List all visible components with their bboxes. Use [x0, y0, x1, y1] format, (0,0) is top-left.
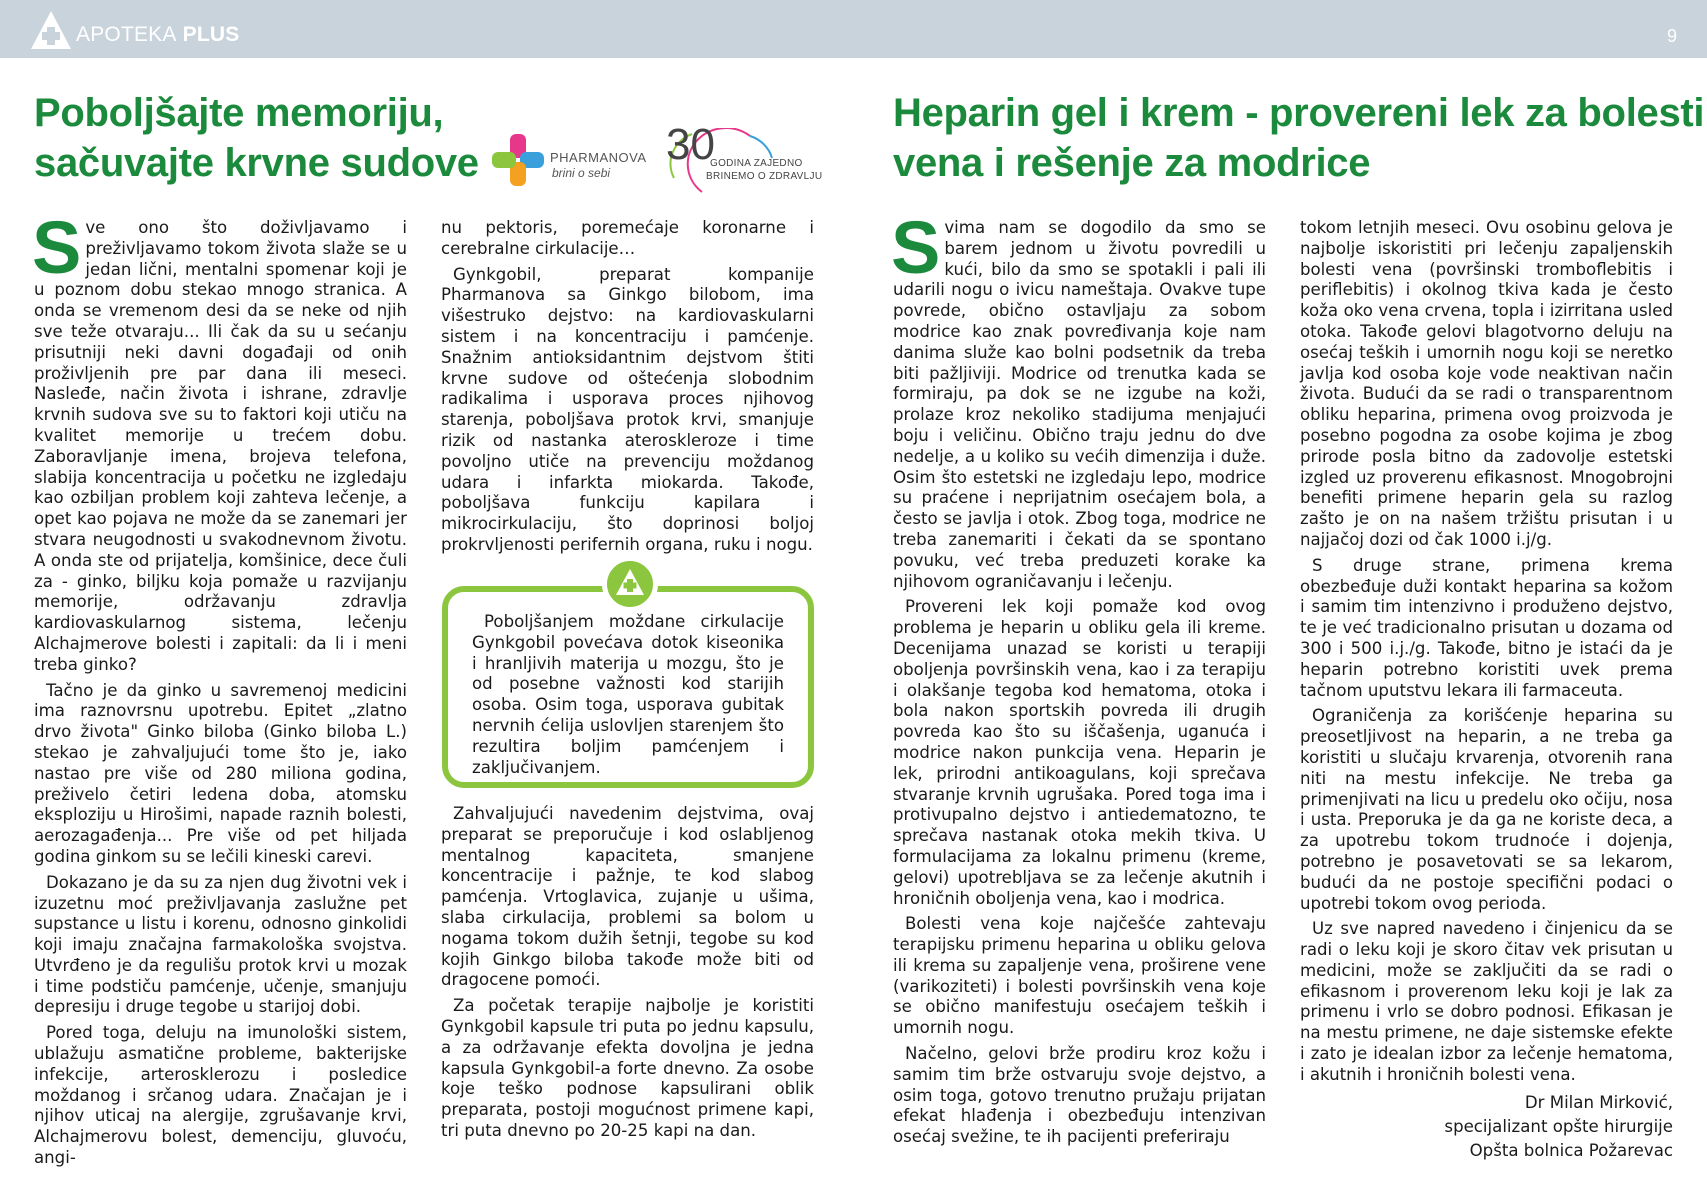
left-article-title: [34, 88, 479, 188]
left-article-column-2: [441, 218, 814, 561]
paragraph-text: vima nam se dogodilo da smo se barem jednom u životu povredili u kući, bilo da smo se spotakli i pali ili udarili nogu o ivicu nameštaja. Ovakve tupe povrede, obično ostavljaju za sobom modrice kao znak povređivanja koje nam danima služe kao bolni podsetnik da treba biti pažljiviji. Modrice od trenutka kada se formiraju, pa dok se ne izgube na koži, prolaze kroz nekoliko stadijuma menjajući boju i veličinu. Obično traju jednu do dve nedelje, a u koliko su većih dimenzija i duže. Osim što estetski ne izgledaju lepo, modrice su praćene i neprijatnim osećajem bola, a često se javlja i otok. Zbog toga, modrice ne treba zanemariti i čekati da se spontano povuku, već treba preduzeti korake ka njihovom ograničavanju i lečenju.: [893, 218, 1266, 591]
anniversary-line-2: BRINEMO O ZDRAVLJU: [706, 171, 823, 182]
header-bar: [0, 0, 1707, 58]
brand-name-regular: APOTEKA: [76, 23, 177, 46]
paragraph: [32, 206, 407, 676]
paragraph: Za početak terapije najbolje je koristiti Gynkgobil kapsule tri puta po jednu kapsulu, a za održavanje efekta dovoljna je jedna kapsula Gynkgobil-a forte dnevno. Za osobe koje teško podnose kapsulirani oblik preparata, postoji mogućnost primene kapi, tri puta dnevno po 20-25 kapi na dan.: [441, 996, 814, 1140]
paragraph: [891, 206, 1266, 592]
left-title-line-2: sačuvajte krvne sudove: [34, 141, 479, 185]
paragraph: Pored toga, deluju na imunološki sistem, ublažuju asmatične probleme, bakterijske infekcije, arterosklerozu i posledice moždanog i srčanog udara. Značajan je i njihov uticaj na alergije, zgrušavanje krvi, Alchajmerovu bolest, demenciju, gluvoću, angi-: [34, 1023, 407, 1168]
paragraph: Ograničenja za korišćenje heparina su preosetljivost na heparin, a ne treba ga koristiti u slučaju krvarenja, otvorenih rana niti na mestu infekcije. Ne treba ga primenjivati na licu u predelu oko očiju, nosa i usta. Preporuka je da ga ne koriste deca, a za upotrebu tokom trudnoće i dojenja, potrebno je posavetovati se sa lekarom, budući da ne postoje specifični podaci o upotrebi tokom ovog perioda.: [1300, 706, 1673, 913]
paragraph: tokom letnjih meseci. Ovu osobinu gelova je najbolje iskoristiti pri lečenju zapaljenskih bolesti vena (površinski tromboflebitis i periflebitis) i okolnog tkiva kada je često koža oko vena crvena, topla i izirritana usled otoka. Takođe gelovi blagotvorno deluju na osećaj teških i umornih nogu koji se neretko javlja kod osoba koje vode neaktivan način života. Budući da se radi o transparentnom obliku heparina, primena ovog proizvoda je posebno pogodna za osobe kojima je zbog prirode posla bitno da zadovolje estetski izgled uz proverenu efikasnost. Mnogobrojni benefiti primene heparin gela su razlog zašto je on na našem tržištu prisutan i u najjačoj dozi od čak 1000 i.j/g.: [1300, 218, 1673, 549]
pharmanova-cross-icon: [490, 132, 546, 188]
anniversary-number: 30: [666, 120, 715, 169]
left-article-column-1: [32, 206, 407, 1174]
brand-logo-group: [30, 10, 239, 50]
right-article-column-1: [891, 206, 1266, 1153]
dropcap: S: [891, 206, 941, 289]
paragraph: Provereni lek koji pomaže kod ovog problema je heparin u obliku gela ili kreme. Decenijama unazad se koristi u terapiji oboljenja površinskih vena, kao i za terapiju i olakšanje tegoba kod hematoma, otoka i bola nakon sportskih povreda ili drugih povreda kao što su iščašenja, uganuća i modrice nakon punkcija vena. Heparin je lek, prirodni antikoagulans, koji sprečava stvaranje krvnih ugrušaka. Pored toga ima i protivupalno dejstvo i antiedematozno, te sprečava nastanak otoka mekih tkiva. U formulacijama za lokalnu primenu (kreme, gelovi) upotrebljava se za lečenje akutnih i hroničnih oboljenja vena, kao i modrica.: [893, 597, 1266, 908]
paragraph: Gynkgobil, preparat kompanije Pharmanova sa Ginkgo bilobom, ima višestruko dejstvo: na kardiovaskularni sistem i na koncentraciju i pamćenje. Snažnim antioksidantnim dejstvom štiti krvne sudove od oštećenja slobodnim radikalima i usporava proces njihovog starenja, poboljšava protok krvi, smanjuje rizik od nastanka ateroskleroze i time povoljno utiče na prevenciju moždanog udara i infarkta miokarda. Takođe, poboljšava funkciju kapilara i mikrocirkulaciju, što doprinosi boljoj prokrvljenosti perifernih organa, ruku i nogu.: [441, 264, 814, 554]
paragraph: Dokazano je da su za njen dug životni vek i izuzetnu moć preživljavanja zaslužne pet supstance u listu i korenu, odnosno ginkolidi koji imaju značajna farmakološka svojstva. Utvrđeno je da regulišu protok krvi u mozak i time podstiču pamćenje, učenje, smanjuju depresiju i druge tegobe u starijoj dobi.: [34, 872, 407, 1017]
paragraph-text: ve ono što doživljavamo i preživljavamo tokom života slaže se u jedan lični, mentalni spomenar koji je u poznom dobu stekao mnogo stranica. A onda se vremenom desi da se neke od njih sve teže otvaraju... Ili čak da su u sećanju prisutniji neki davni događaji od onih proživljenih pre par dana ili meseci. Nasleđe, način života i ishrane, zdravlje krvnih sudova sve su to faktori koji utiču na kvalitet memorije u trećem dobu. Zaboravljanje imena, brojeva telefona, slabija koncentracija u početku ne izgledaju kao ozbiljan problem koji zahteva lečenje, a opet kao pojava ne može da se zanemari jer stvara neugodnosti u svakodnevnom životu. A onda ste od prijatelja, komšinice, dece čuli za - ginko, biljku koja pomaže u razvijanju memorije, održavanju zdravlja kardiovaskularnog sistema, lečenju Alchajmerove bolesti i zapitali: da li i meni treba ginko?: [34, 218, 407, 674]
left-article-column-2-bottom: [441, 804, 814, 1147]
right-title-line-2: vena i rešenje za modrice: [893, 141, 1371, 185]
callout-text: Poboljšanjem moždane cirkulacije Gynkgobil povećava dotok kiseonika i hranljivih materija u mozgu, što je od posebne važnosti kod starijih osoba. Osim toga, usporava gubitak nervnih ćelija uslovljen starenjem što rezultira boljim pamćenjem i zaključivanjem.: [472, 612, 784, 777]
paragraph: S druge strane, primena krema obezbeđuje duži kontakt heparina sa kožom i samim tim intenzivno i produženo dejstvo, te je već tradicionalno prisutan u dozama od 300 i 500 i.j./g. Takođe, bitno je istaći da je heparin potrebno koristiti uvek prema tačnom uputstvu lekara ili farmaceuta.: [1300, 555, 1673, 700]
paragraph: Bolesti vena koje najčešće zahtevaju terapijsku primenu heparina u obliku gelova ili krema su zapaljenje vena, proširene vene (varikoziteti) i bolesti površinskih vena koje se obično manifestuju osećajem teških i umornih nogu.: [893, 914, 1266, 1038]
callout-box: [440, 556, 816, 790]
page-number: 9: [1666, 26, 1677, 46]
apoteka-plus-logo-icon: [30, 10, 72, 50]
sponsor-logos: [490, 120, 823, 198]
author-name: Dr Milan Mirković,: [1524, 1092, 1673, 1112]
author-hospital: Opšta bolnica Požarevac: [1469, 1140, 1673, 1160]
callout-frame: [442, 586, 814, 788]
anniversary-badge: [662, 120, 823, 198]
left-title-line-1: Poboljšajte memoriju,: [34, 91, 444, 135]
author-signature: [1300, 1091, 1673, 1163]
pharmanova-name: PHARMANOVA: [550, 150, 647, 165]
right-article-column-2: [1300, 218, 1673, 1163]
paragraph: Načelno, gelovi brže prodiru kroz kožu i samim tim brže ostvaruju svoje dejstvo, a osim toga, gotovo trenutno pružaju prijatan efekat hlađenja i obezbeđuju intenzivan osećaj svežine, te ih pacijenti preferiraju: [893, 1044, 1266, 1147]
callout-badge: [602, 556, 658, 612]
right-article-title: [893, 88, 1705, 188]
author-title: specijalizant opšte hirurgije: [1444, 1116, 1673, 1136]
paragraph: nu pektoris, poremećaje koronarne i cerebralne cirkulacije…: [441, 218, 814, 258]
paragraph: Tačno je da ginko u savremenoj medicini ima raznovrsnu upotrebu. Epitet „zlatno drvo života" Ginko biloba (Ginko biloba L.) stekao je zahvaljujući tome što je, iako nastao pre više od 280 miliona godina, preživelo četiri ledena doba, atomsku eksploziju u Hirošimi, napade raznih bolesti, aerozagađenja... Pre više od pet hiljada godina ginkom su se lečili kineski carevi.: [34, 680, 407, 866]
paragraph: Zahvaljujući navedenim dejstvima, ovaj preparat se preporučuje i kod oslabljenog mentalnog kapaciteta, smanjene koncentracije i pažnje, te kod slabog pamćenja. Vrtoglavica, zujanje u ušima, slaba cirkulacija, problemi sa bolom u nogama tokom dužih šetnji, tegobe su kod kojih Ginkgo biloba takođe može biti od dragocene pomoći.: [441, 804, 814, 990]
paragraph: Uz sve napred navedeno i činjenicu da se radi o leku koji je skoro čitav vek prisutan u medicini, može se zaključiti da se radi o efikasnom i proverenom leku koji je lak za primenu i vrlo se dobro podnosi. Efikasan je na mestu primene, ne daje sistemske efekte i zato je idealan izbor za lečenje hematoma, i akutnih i hroničnih bolesti vena.: [1300, 919, 1673, 1084]
apoteka-plus-badge-icon: [607, 561, 653, 607]
dropcap: S: [32, 206, 82, 289]
brand-name-bold: PLUS: [182, 23, 240, 46]
anniversary-line-1: GODINA ZAJEDNO: [710, 158, 803, 169]
pharmanova-slogan: brini o sebi: [552, 166, 611, 180]
right-title-line-1: Heparin gel i krem - provereni lek za bolesti: [893, 91, 1705, 135]
brand-name: [76, 23, 239, 47]
